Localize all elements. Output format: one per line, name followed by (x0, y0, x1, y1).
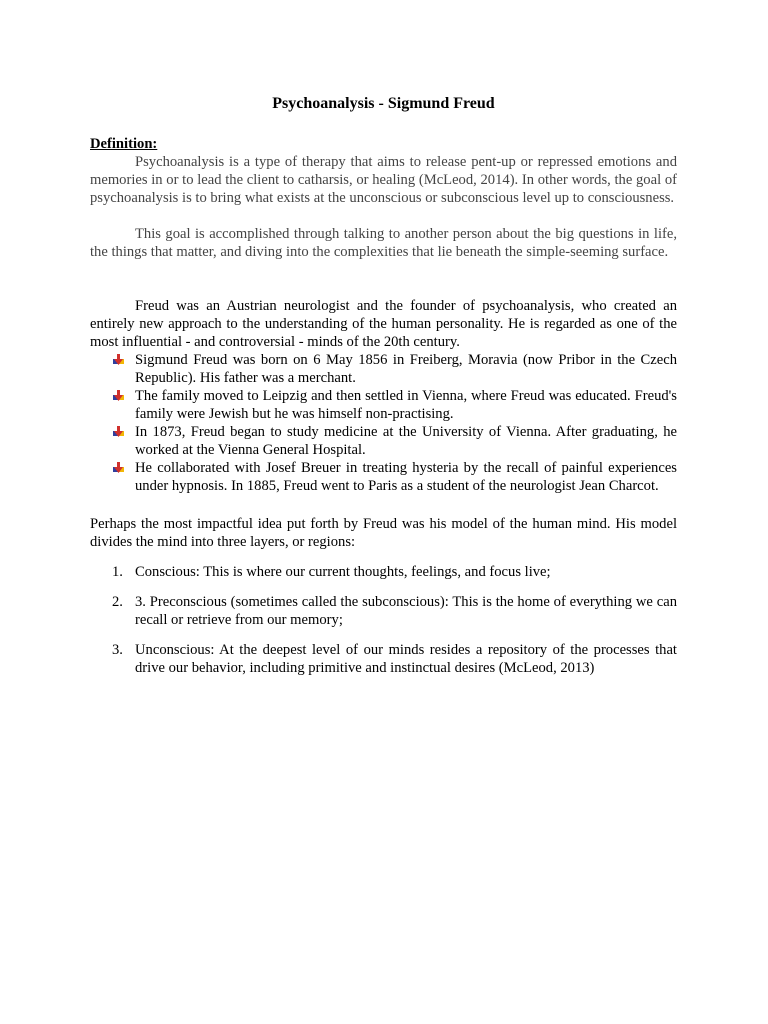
list-item-text: He collaborated with Josef Breuer in treating hysteria by the recall of painful experiences under hypnosis. In 1885, Freud went to Paris as a student of the neurologist Jean Charcot. (135, 460, 677, 494)
list-item-text: Sigmund Freud was born on 6 May 1856 in Freiberg, Moravia (now Pribor in the Czech Republic). His father was a merchant. (135, 352, 677, 386)
freud-intro-paragraph: Freud was an Austrian neurologist and the founder of psychoanalysis, who created an entirely new approach to the understanding of the human personality. He is regarded as one of the most influential - and controversial - minds of the 20th century. (90, 298, 677, 350)
page-title: Psychoanalysis - Sigmund Freud (272, 95, 495, 112)
list-item-number: 2. (112, 594, 123, 610)
list-item-number: 1. (112, 564, 123, 580)
list-item-text: The family moved to Leipzig and then settled in Vienna, where Freud was educated. Freud's family were Jewish but he was himself non-practising. (135, 388, 677, 422)
list-item-text: Conscious: This is where our current thoughts, feelings, and focus live; (135, 564, 551, 580)
document-content (90, 94, 677, 689)
definition-heading: Definition: (90, 136, 158, 152)
list-item (90, 387, 677, 423)
mind-regions-list (90, 563, 677, 677)
arrow-bullet-icon (112, 462, 125, 474)
list-item-text: Unconscious: At the deepest level of our minds resides a repository of the processes that drive our behavior, including primitive and instinctual desires (McLeod, 2013) (135, 642, 677, 676)
list-item (90, 423, 677, 459)
definition-paragraph: This goal is accomplished through talking to another person about the big questions in life, the things that matter, and diving into the complexities that lie beneath the simple-seeming surface. (90, 226, 677, 260)
list-item (90, 641, 677, 677)
list-item (90, 563, 677, 581)
definition-paragraph: Psychoanalysis is a type of therapy that aims to release pent-up or repressed emotions and memories in or to lead the client to catharsis, or healing (McLeod, 2014). In other words, the goal of psychoanalysis is to bring what exists at the unconscious or subconscious level up to consciousness. (90, 154, 677, 206)
list-item-text: 3. Preconscious (sometimes called the subconscious): This is the home of everything we can recall or retrieve from our memory; (135, 594, 677, 628)
list-item (90, 593, 677, 629)
list-item-number: 3. (112, 642, 123, 658)
arrow-bullet-icon (112, 390, 125, 402)
mind-model-paragraph: Perhaps the most impactful idea put forth by Freud was his model of the human mind. His model divides the mind into three layers, or regions: (90, 516, 677, 550)
arrow-bullet-icon (112, 354, 125, 366)
freud-facts-list (90, 351, 677, 495)
list-item (90, 351, 677, 387)
arrow-bullet-icon (112, 426, 125, 438)
list-item-text: In 1873, Freud began to study medicine at the University of Vienna. After graduating, he worked at the Vienna General Hospital. (135, 424, 677, 458)
list-item (90, 459, 677, 495)
